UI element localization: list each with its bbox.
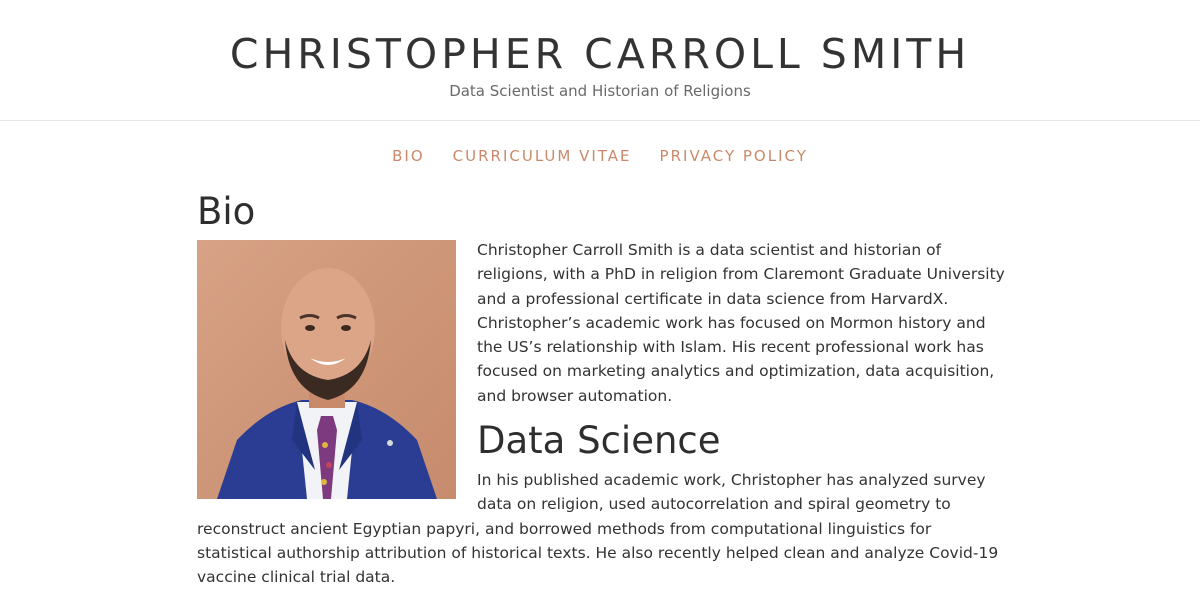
nav-link-bio[interactable]: BIO: [392, 147, 425, 165]
main-content: [197, 190, 1007, 590]
page-title: Bio: [197, 190, 256, 233]
section-title-data-science: Data Science: [477, 419, 721, 463]
portrait-illustration: [197, 240, 456, 499]
nav-link-privacy-policy[interactable]: PRIVACY POLICY: [659, 147, 808, 165]
data-science-paragraph: In his published academic work, Christopher has analyzed survey data on religion, used autocorrelation and spiral geometry to reconstruct ancient Egyptian papyri, and borrowed methods from computational linguistics for statistical authorship attribution of historical texts. He also recently helped clean and analyze Covid-19 vaccine clinical trial data.: [197, 471, 999, 587]
nav-link-curriculum-vitae[interactable]: CURRICULUM VITAE: [452, 147, 632, 165]
site-title[interactable]: CHRISTOPHER CARROLL SMITH: [229, 30, 971, 78]
site-tagline: Data Scientist and Historian of Religions: [449, 82, 751, 100]
portrait-photo: [197, 240, 456, 499]
site-header: [0, 0, 1200, 121]
main-nav: [0, 147, 1200, 165]
bio-paragraph: Christopher Carroll Smith is a data scientist and historian of religions, with a PhD in religion from Claremont Graduate University and a professional certificate in data science from HarvardX. Christopher’s academic work has focused on Mormon history and the US’s relationship with Islam. His recent professional work has focused on marketing analytics and optimization, data acquisition, and browser automation.: [477, 241, 1005, 405]
